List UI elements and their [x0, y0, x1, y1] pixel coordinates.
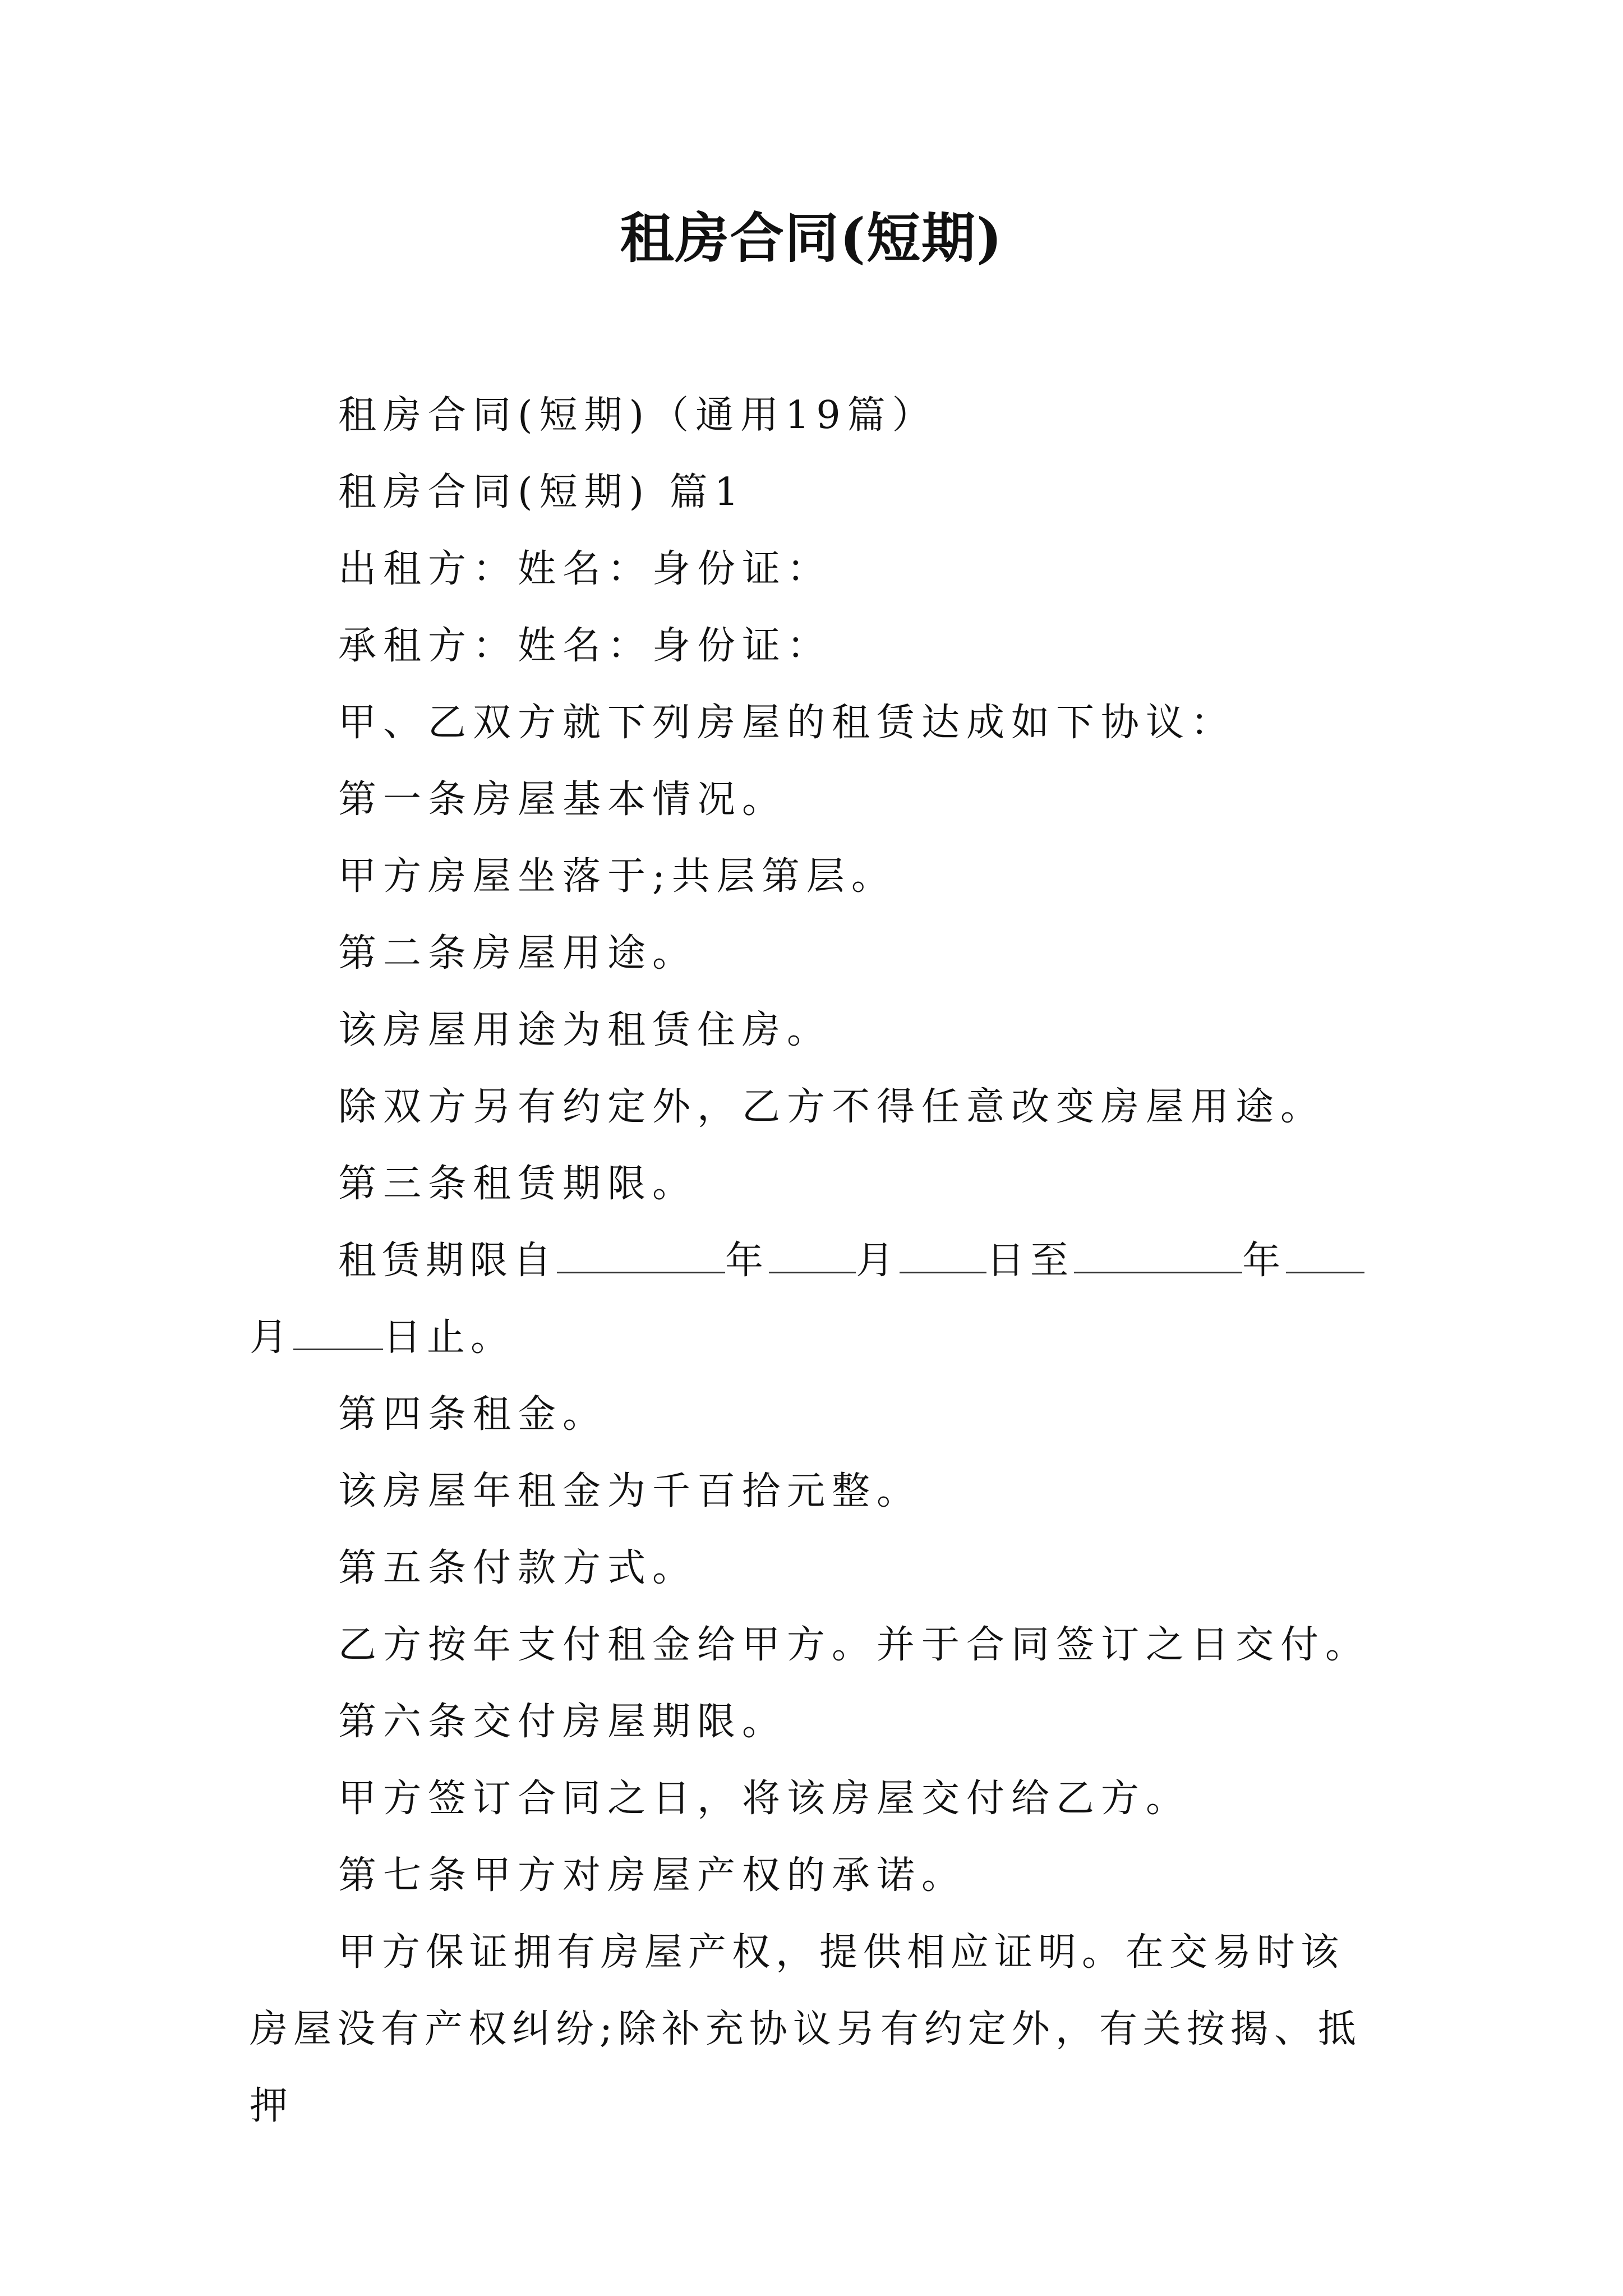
- paragraph-article-1: 第一条房屋基本情况。: [338, 777, 787, 822]
- lease-term-text: 年: [725, 1239, 769, 1283]
- paragraph-house-use: 该房屋用途为租赁住房。: [338, 1008, 832, 1052]
- paragraph-annual-rent: 该房屋年租金为千百拾元整。: [338, 1469, 922, 1513]
- paragraph-delivery: 甲方签订合同之日，将该房屋交付给乙方。: [338, 1777, 1191, 1821]
- lease-term-text: 日至: [986, 1239, 1075, 1283]
- paragraph-article-7: 第七条甲方对房屋产权的承诺。: [338, 1853, 967, 1898]
- document-body: [250, 377, 1380, 2145]
- blank-end-year: [1074, 1239, 1242, 1273]
- paragraph-section-heading: 租房合同(短期) 篇1: [338, 470, 745, 514]
- paragraph-agreement-intro: 甲、乙双方就下列房屋的租赁达成如下协议：: [338, 701, 1236, 745]
- lease-term-text: 月: [856, 1239, 900, 1283]
- lease-term-text: 日止。: [383, 1315, 515, 1360]
- paragraph-article-4: 第四条租金。: [338, 1392, 608, 1437]
- paragraph-ownership-promise: 甲方保证拥有房屋产权，提供相应证明。在交易时该房屋没有产权纠纷;除补充协议另有约定外，有关按揭、抵押: [250, 1930, 1362, 2128]
- blank-end-day: [293, 1316, 383, 1350]
- paragraph-lessee: 承租方：姓名：身份证：: [338, 624, 832, 668]
- paragraph-article-3: 第三条租赁期限。: [338, 1162, 698, 1206]
- lease-term-text: 租赁期限自: [338, 1239, 557, 1283]
- paragraph-use-restriction: 除双方另有约定外，乙方不得任意改变房屋用途。: [338, 1085, 1326, 1129]
- paragraph-lessor: 出租方：姓名：身份证：: [338, 547, 832, 591]
- lease-term-text: 年: [1242, 1239, 1287, 1283]
- blank-end-month: [1286, 1239, 1364, 1273]
- paragraph-payment-method: 乙方按年支付租金给甲方。并于合同签订之日交付。: [338, 1623, 1371, 1667]
- blank-start-month: [769, 1239, 856, 1273]
- paragraph-article-5: 第五条付款方式。: [338, 1546, 698, 1590]
- blank-start-year: [557, 1239, 725, 1273]
- document-title: 租房合同(短期): [620, 206, 1003, 270]
- blank-start-day: [900, 1239, 986, 1273]
- paragraph-article-6: 第六条交付房屋期限。: [338, 1700, 787, 1744]
- paragraph-lease-term: [250, 1222, 1380, 1376]
- paragraph-article-2: 第二条房屋用途。: [338, 931, 698, 976]
- paragraph-subtitle: 租房合同(短期)（通用19篇）: [338, 393, 937, 438]
- lease-term-text: 月: [250, 1315, 294, 1360]
- paragraph-house-location: 甲方房屋坐落于;共层第层。: [338, 854, 896, 899]
